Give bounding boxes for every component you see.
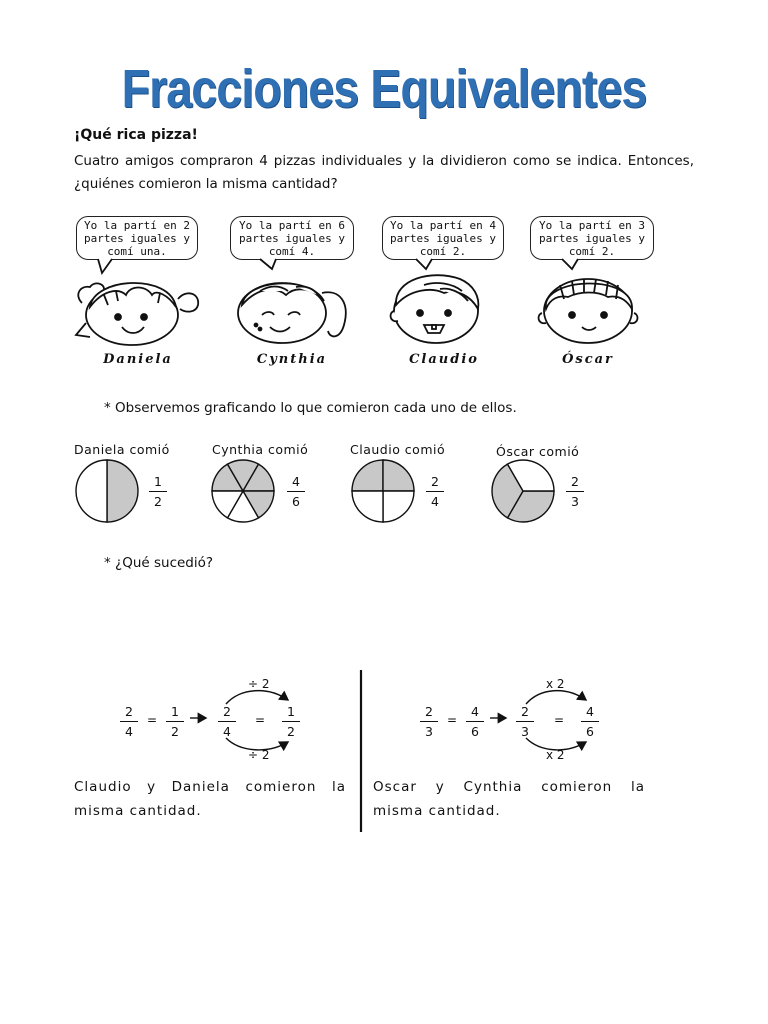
conclusion-left: Claudio y Daniela comieron la misma cantidad. <box>74 779 346 819</box>
pie-slice <box>76 460 107 522</box>
speech-bubble-cynthia: Yo la partí en 6 partes iguales y comí 4. <box>230 216 354 260</box>
speech-bubble-claudio: Yo la partí en 4 partes iguales y comí 2. <box>382 216 504 260</box>
kid-name-oscar: Óscar <box>562 352 614 367</box>
numerator: 2 <box>218 704 236 722</box>
pie-daniela <box>74 458 140 524</box>
denominator: 2 <box>154 494 162 509</box>
numerator: 1 <box>166 704 184 722</box>
bubble-tail-icon <box>98 259 112 273</box>
numerator: 4 <box>466 704 484 722</box>
equals-sign: = <box>147 713 158 727</box>
op-bottom-left: ÷ 2 <box>248 748 270 762</box>
denominator: 4 <box>431 494 439 509</box>
numerator: 1 <box>149 474 167 492</box>
cynthia-face-icon <box>238 283 346 343</box>
pie-label-cynthia: Cynthia comió <box>212 442 309 457</box>
fraction-daniela <box>149 474 167 509</box>
numerator: 1 <box>282 704 300 722</box>
numerator: 2 <box>516 704 534 722</box>
speech-bubble-oscar: Yo la partí en 3 partes iguales y comí 2. <box>530 216 654 260</box>
denominator: 2 <box>287 724 295 739</box>
claudio-face-icon <box>391 275 479 343</box>
equals-sign: = <box>255 713 266 727</box>
observe-note: * Observemos graficando lo que comieron cada uno de ellos. <box>104 400 517 416</box>
question-note: * ¿Qué sucedió? <box>104 555 214 571</box>
numerator: 2 <box>566 474 584 492</box>
curved-arrow-bottom-icon <box>226 738 288 750</box>
pie-label-oscar: Óscar comió <box>496 444 580 459</box>
pie-oscar <box>490 458 556 524</box>
subtitle: ¡Qué rica pizza! <box>74 127 198 143</box>
equals-sign: = <box>447 713 458 727</box>
denominator: 2 <box>171 724 179 739</box>
denominator: 6 <box>292 494 300 509</box>
numerator: 2 <box>120 704 138 722</box>
bubble-tail-icon <box>416 259 432 269</box>
pie-slice-eaten <box>107 460 138 522</box>
fraction-cynthia <box>287 474 305 509</box>
denominator: 3 <box>425 724 433 739</box>
op-bottom-right: x 2 <box>546 748 565 762</box>
pie-slice <box>352 491 383 522</box>
denominator: 3 <box>571 494 579 509</box>
numerator: 2 <box>426 474 444 492</box>
pie-label-claudio: Claudio comió <box>350 442 446 457</box>
kids-illustration <box>60 255 700 350</box>
kid-name-cynthia: Cynthia <box>256 352 328 367</box>
numerator: 2 <box>420 704 438 722</box>
pie-slice <box>383 491 414 522</box>
fraction-oscar <box>566 474 584 509</box>
denominator: 6 <box>471 724 479 739</box>
denominator: 4 <box>125 724 133 739</box>
conclusion-right: Oscar y Cynthia comieron la misma cantidad. <box>373 779 645 819</box>
pie-claudio <box>350 458 416 524</box>
pie-slice-eaten <box>352 460 383 491</box>
numerator: 4 <box>287 474 305 492</box>
intro-paragraph: Cuatro amigos compraron 4 pizzas individuales y la dividieron como se indica. Entonces, ¿quiénes comieron la misma cantidad? <box>74 153 694 192</box>
equals-sign: = <box>554 713 565 727</box>
page-title: Fracciones Equivalentes <box>121 59 647 119</box>
op-top-left: ÷ 2 <box>248 677 270 691</box>
daniela-face-icon <box>76 283 198 345</box>
curved-arrow-top-icon <box>526 691 586 704</box>
oscar-face-icon <box>539 279 638 343</box>
denominator: 3 <box>521 724 529 739</box>
pie-slice-eaten <box>383 460 414 491</box>
denominator: 4 <box>223 724 231 739</box>
bubble-tail-icon <box>562 259 578 269</box>
kid-name-claudio: Claudio <box>409 352 479 367</box>
bubble-tail-icon <box>260 259 276 269</box>
pie-label-daniela: Daniela comió <box>74 442 170 457</box>
curved-arrow-bottom-icon <box>526 738 586 750</box>
fraction-claudio <box>426 474 444 509</box>
speech-bubble-daniela: Yo la partí en 2 partes iguales y comí una. <box>76 216 198 260</box>
op-top-right: x 2 <box>546 677 565 691</box>
numerator: 4 <box>581 704 599 722</box>
kid-name-daniela: Daniela <box>103 352 173 367</box>
denominator: 6 <box>586 724 594 739</box>
pie-cynthia <box>210 458 276 524</box>
curved-arrow-top-icon <box>226 691 288 704</box>
